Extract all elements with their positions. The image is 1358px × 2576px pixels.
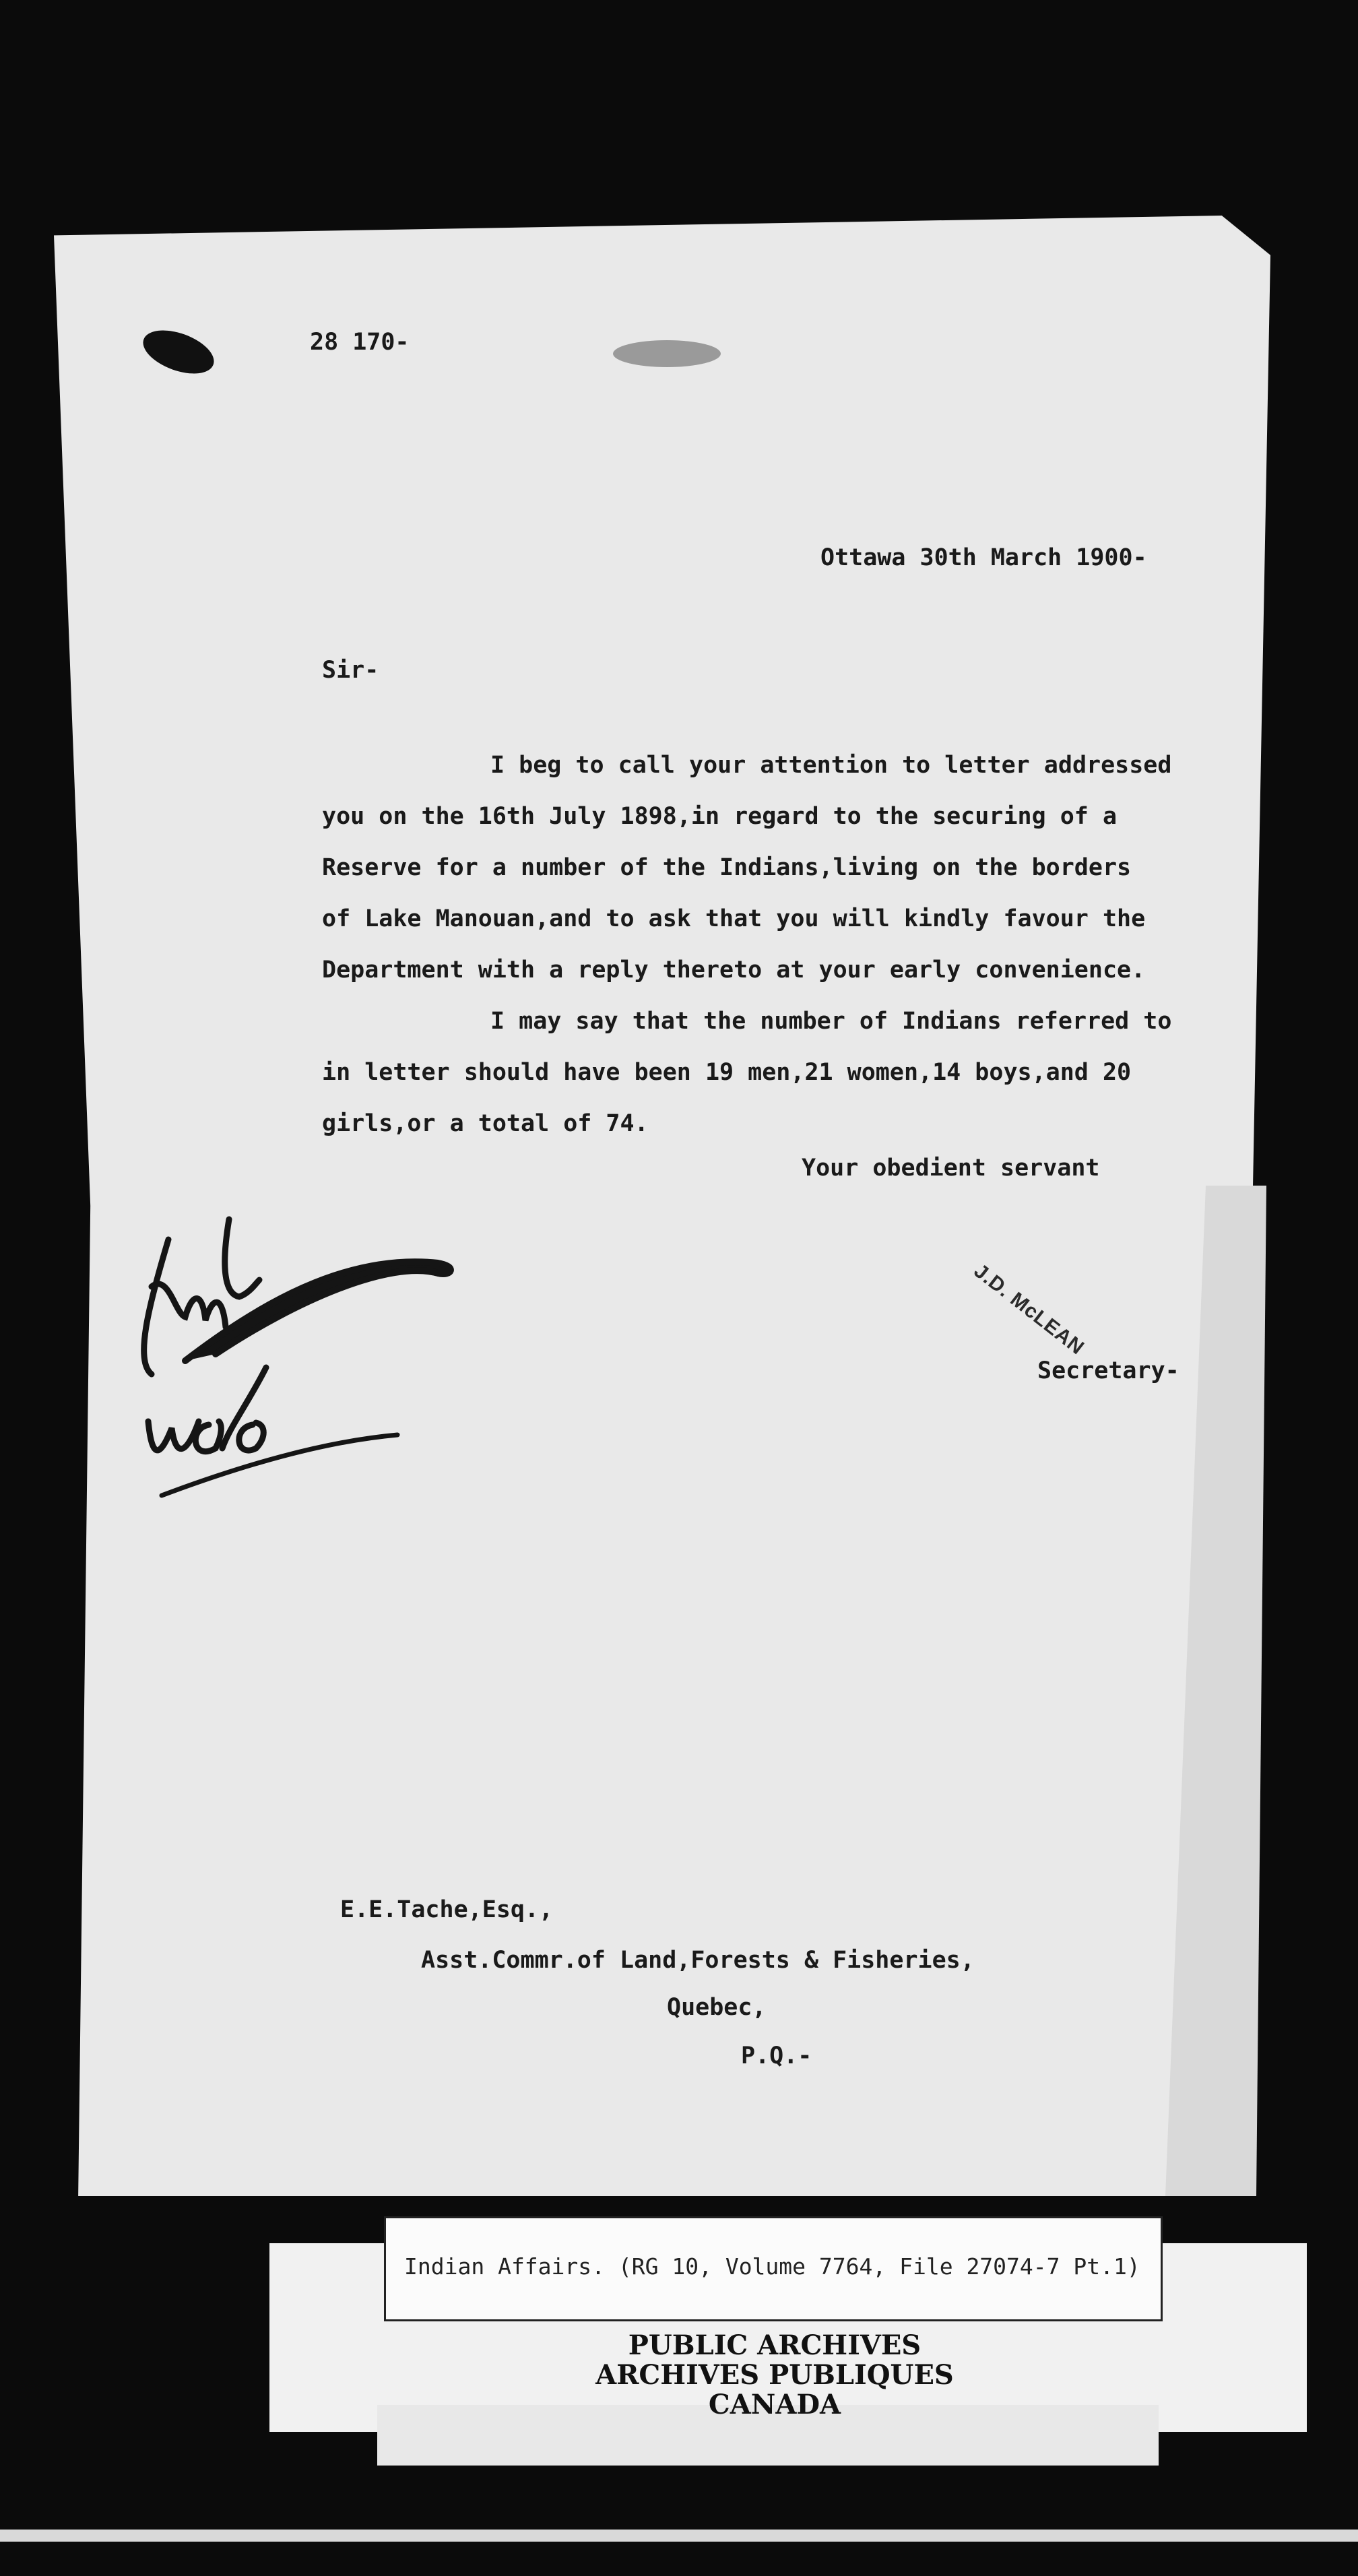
archives-stamp <box>586 2331 963 2420</box>
file-number: 28 170- <box>310 329 410 356</box>
body-line: in letter should have been 19 men,21 women,14 boys,and 20 <box>322 1059 1132 1086</box>
archives-line-french: ARCHIVES PUBLIQUES <box>595 2359 954 2391</box>
recipient-city: Quebec, <box>667 1994 767 2021</box>
archives-line-country: CANADA <box>708 2389 841 2420</box>
recipient-name: E.E.Tache,Esq., <box>340 1896 554 1923</box>
film-edge <box>0 2530 1358 2542</box>
body-line: Reserve for a number of the Indians,living on the borders <box>322 854 1132 881</box>
body-line: girls,or a total of 74. <box>322 1110 649 1137</box>
letter-body <box>322 740 1238 1149</box>
date-line: Ottawa 30th March 1900- <box>820 544 1147 571</box>
archives-line-english: PUBLIC ARCHIVES <box>628 2329 922 2361</box>
ink-smudge-2 <box>613 340 721 367</box>
body-line: I beg to call your attention to letter addressed <box>490 752 1172 779</box>
body-line: I may say that the number of Indians referred to <box>490 1008 1172 1035</box>
recipient-province: P.Q.- <box>741 2042 812 2069</box>
closing: Your obedient servant <box>802 1155 1100 1182</box>
body-line: Department with a reply thereto at your early convenience. <box>322 957 1146 984</box>
salutation: Sir- <box>322 657 379 684</box>
body-line: you on the 16th July 1898,in regard to the securing of a <box>322 803 1118 830</box>
name-stamp: J.D. McLEAN <box>969 1260 1089 1359</box>
body-line: of Lake Manouan,and to ask that you will kindly favour the <box>322 905 1146 932</box>
recipient-title: Asst.Commr.of Land,Forests & Fisheries, <box>421 1947 975 1974</box>
archive-reference: Indian Affairs. (RG 10, Volume 7764, File 27074-7 Pt.1) <box>404 2253 1140 2280</box>
handwritten-initials <box>121 1159 498 1536</box>
signature-title: Secretary- <box>1037 1357 1179 1384</box>
